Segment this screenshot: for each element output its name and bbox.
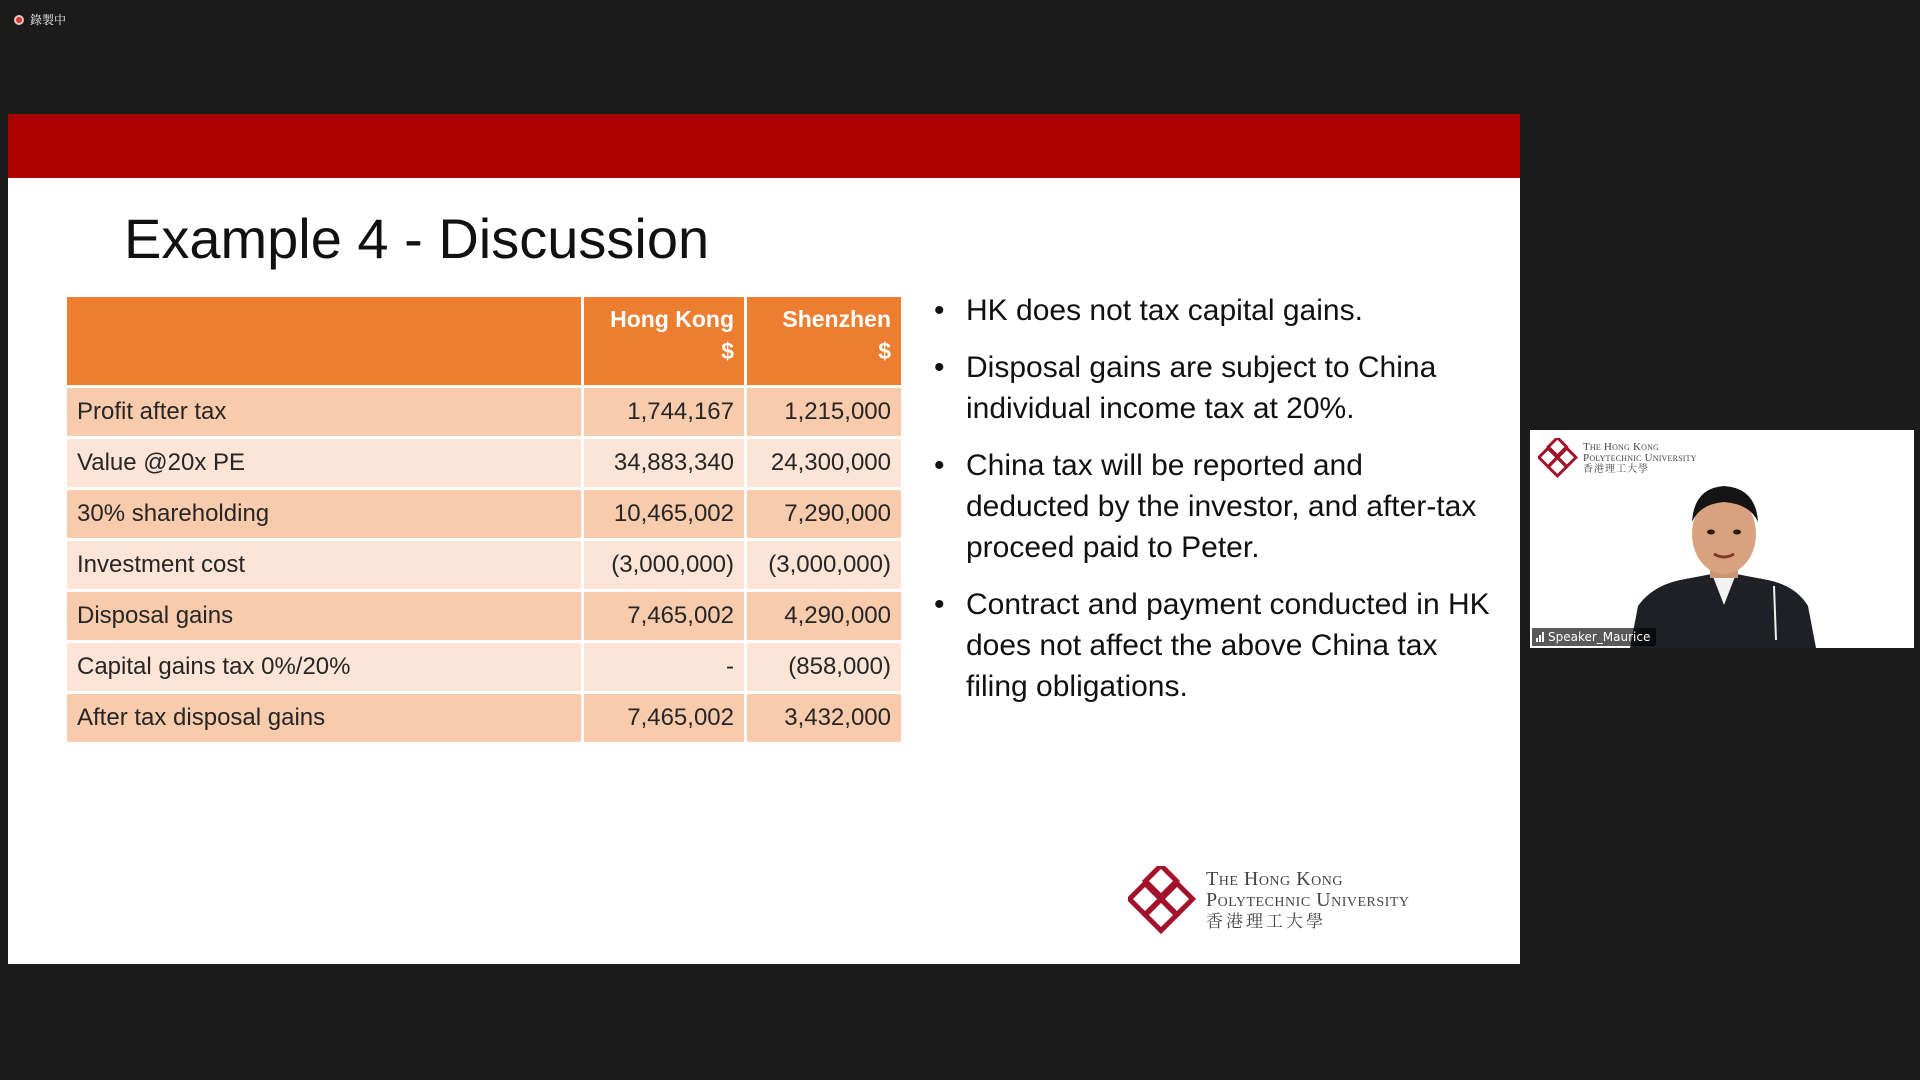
table-header-shenzhen	[747, 297, 901, 385]
row-hk-value: 7,465,002	[584, 592, 744, 640]
row-label: After tax disposal gains	[67, 694, 581, 742]
row-sz-value: 3,432,000	[747, 694, 901, 742]
tile-logo-line-2: Polytechnic University	[1583, 451, 1697, 464]
row-label: Investment cost	[67, 541, 581, 589]
row-label: 30% shareholding	[67, 490, 581, 538]
tile-polyu-logo	[1538, 438, 1697, 478]
tax-comparison-table	[64, 294, 904, 745]
polyu-logo	[1128, 866, 1409, 934]
recording-indicator[interactable]	[14, 11, 66, 28]
row-label: Profit after tax	[67, 388, 581, 436]
row-hk-value: 1,744,167	[584, 388, 744, 436]
row-sz-value: (3,000,000)	[747, 541, 901, 589]
row-label: Capital gains tax 0%/20%	[67, 643, 581, 691]
table-row	[67, 490, 901, 538]
tile-polyu-wordmark	[1583, 442, 1697, 475]
row-sz-value: (858,000)	[747, 643, 901, 691]
logo-line-chinese: 香港理工大學	[1206, 911, 1326, 931]
polyu-wordmark	[1206, 869, 1409, 932]
row-hk-value: -	[584, 643, 744, 691]
header-hk-unit: $	[721, 338, 734, 364]
bullet-item: • China tax will be reported and deducted by the investor, and after-tax proceed paid to Peter.	[934, 445, 1494, 568]
slide-banner	[8, 114, 1520, 178]
speaker-name-label	[1532, 628, 1656, 646]
table-header-row	[67, 297, 901, 385]
polyu-emblem-icon	[1538, 438, 1578, 478]
table-row	[67, 694, 901, 742]
row-hk-value: 7,465,002	[584, 694, 744, 742]
bullet-item: • Contract and payment conducted in HK does not affect the above China tax filing obligations.	[934, 584, 1494, 707]
speaker-name-text: Speaker_Maurice	[1548, 630, 1651, 644]
table-header-hong-kong	[584, 297, 744, 385]
discussion-bullets	[934, 290, 1494, 723]
polyu-emblem-icon	[1128, 866, 1196, 934]
row-label: Disposal gains	[67, 592, 581, 640]
row-sz-value: 4,290,000	[747, 592, 901, 640]
row-sz-value: 1,215,000	[747, 388, 901, 436]
logo-line-1: The Hong Kong	[1206, 867, 1343, 890]
logo-line-2: Polytechnic University	[1206, 888, 1410, 911]
slide-title: Example 4 - Discussion	[124, 207, 710, 270]
row-label: Value @20x PE	[67, 439, 581, 487]
tile-logo-line-1: The Hong Kong	[1583, 440, 1660, 453]
signal-strength-icon	[1536, 632, 1544, 642]
recording-label: 錄製中	[30, 13, 67, 27]
table-row	[67, 541, 901, 589]
speaker-video-tile[interactable]	[1530, 430, 1914, 648]
table-header-blank	[67, 297, 581, 385]
row-hk-value: 10,465,002	[584, 490, 744, 538]
row-hk-value: (3,000,000)	[584, 541, 744, 589]
bullet-item: • Disposal gains are subject to China individual income tax at 20%.	[934, 347, 1494, 429]
table-row	[67, 643, 901, 691]
tile-logo-line-chinese: 香港理工大學	[1583, 463, 1649, 475]
row-sz-value: 7,290,000	[747, 490, 901, 538]
table-row	[67, 388, 901, 436]
row-sz-value: 24,300,000	[747, 439, 901, 487]
header-sz-unit: $	[878, 338, 891, 364]
header-sz-name: Shenzhen	[782, 306, 891, 332]
table-row	[67, 439, 901, 487]
table-row	[67, 592, 901, 640]
header-hk-name: Hong Kong	[610, 306, 734, 332]
row-hk-value: 34,883,340	[584, 439, 744, 487]
record-icon	[14, 15, 24, 25]
bullet-item: • HK does not tax capital gains.	[934, 290, 1494, 331]
shared-slide	[8, 114, 1520, 964]
